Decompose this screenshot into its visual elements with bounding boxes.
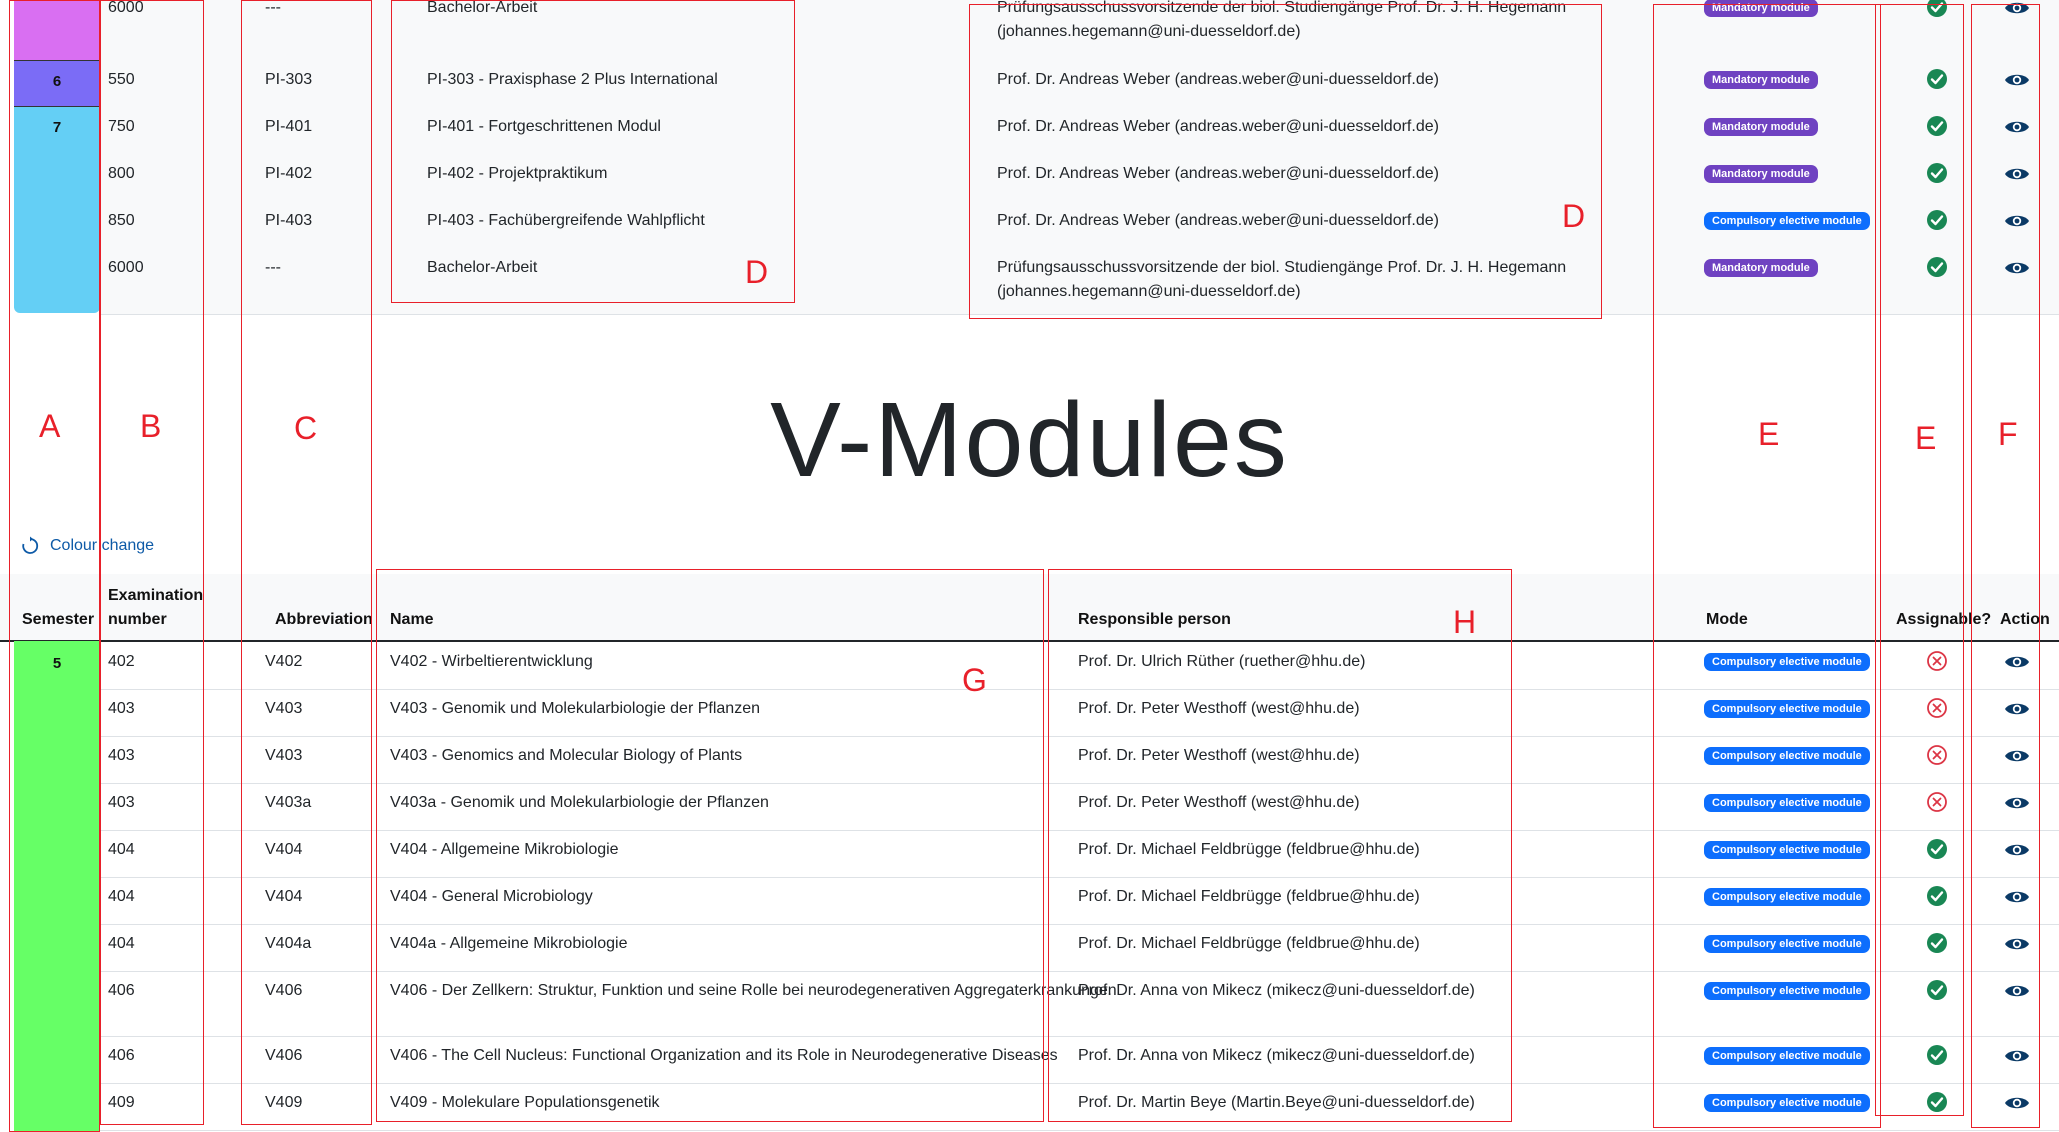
annotation-letter: H — [1453, 604, 1477, 640]
table-row — [100, 689, 2059, 737]
mode-badge: Compulsory elective module — [1704, 747, 1870, 765]
mode-badge: Mandatory module — [1704, 259, 1818, 277]
assignable-check-icon — [1926, 115, 1948, 137]
header-assignable[interactable]: Assignable? — [1896, 611, 1992, 628]
assignable-check-icon — [1926, 68, 1948, 90]
annotation-letter: E — [1758, 416, 1780, 452]
view-eye-icon[interactable] — [2004, 794, 2030, 812]
abbreviation: V403 — [265, 747, 303, 764]
abbreviation: --- — [265, 0, 281, 16]
assignable-check-icon — [1926, 209, 1948, 231]
assignable-check-icon — [1926, 0, 1948, 18]
module-name: PI-402 - Projektpraktikum — [427, 165, 608, 182]
table-row — [100, 924, 2059, 972]
module-name: V404 - General Microbiology — [390, 888, 593, 905]
responsible-person: Prof. Dr. Andreas Weber (andreas.weber@uni-duesseldorf.de) — [997, 212, 1439, 229]
abbreviation: V402 — [265, 653, 303, 670]
module-name: PI-303 - Praxisphase 2 Plus International — [427, 71, 718, 88]
table-row — [100, 877, 2059, 925]
table-row — [100, 971, 2059, 1037]
table-row — [100, 60, 2059, 108]
mode-badge: Mandatory module — [1704, 71, 1818, 89]
assignable-check-icon — [1926, 1044, 1948, 1066]
table-row — [100, 0, 2059, 61]
exam-number: 404 — [108, 888, 135, 905]
abbreviation: V404a — [265, 935, 312, 952]
view-eye-icon[interactable] — [2004, 1047, 2030, 1065]
abbreviation: V404 — [265, 888, 303, 905]
exam-number: 403 — [108, 794, 135, 811]
view-eye-icon[interactable] — [2004, 747, 2030, 765]
mode-badge: Compulsory elective module — [1704, 653, 1870, 671]
exam-number: 550 — [108, 71, 135, 88]
semester-label: 7 — [52, 119, 62, 136]
abbreviation: V406 — [265, 1047, 303, 1064]
not-assignable-x-icon — [1926, 791, 1948, 813]
not-assignable-x-icon — [1926, 650, 1948, 672]
abbreviation: PI-303 — [265, 71, 313, 88]
module-name: V403a - Genomik und Molekularbiologie der Pflanzen — [390, 794, 769, 811]
semester-cell — [14, 0, 100, 60]
assignable-check-icon — [1926, 885, 1948, 907]
colour-change-link[interactable] — [20, 536, 154, 556]
annotation-letter: F — [1998, 416, 2018, 452]
header-mode[interactable]: Mode — [1706, 611, 1748, 628]
exam-number: 403 — [108, 747, 135, 764]
table-header — [0, 574, 2059, 642]
view-eye-icon[interactable] — [2004, 700, 2030, 718]
header-exam-line1: Examination — [108, 587, 204, 604]
table-row — [100, 1036, 2059, 1084]
abbreviation: V409 — [265, 1094, 303, 1111]
semester-cell — [14, 60, 100, 107]
module-name: V404a - Allgemeine Mikrobiologie — [390, 935, 628, 952]
mode-badge: Compulsory elective module — [1704, 212, 1870, 230]
exam-number: 406 — [108, 1047, 135, 1064]
abbreviation: V403a — [265, 794, 312, 811]
view-eye-icon[interactable] — [2004, 259, 2030, 277]
mode-badge: Compulsory elective module — [1704, 1047, 1870, 1065]
responsible-person: Prof. Dr. Michael Feldbrügge (feldbrue@hhu.de) — [1078, 841, 1420, 858]
assignable-check-icon — [1926, 932, 1948, 954]
semester-cell — [14, 107, 100, 313]
mode-badge: Compulsory elective module — [1704, 1094, 1870, 1112]
header-semester[interactable]: Semester — [22, 611, 95, 628]
responsible-person: Prof. Dr. Ulrich Rüther (ruether@hhu.de) — [1078, 653, 1366, 670]
responsible-person: Prof. Dr. Peter Westhoff (west@hhu.de) — [1078, 700, 1360, 717]
annotation-letter: B — [140, 408, 162, 444]
mode-badge: Compulsory elective module — [1704, 935, 1870, 953]
abbreviation: --- — [265, 259, 281, 276]
exam-number: 404 — [108, 935, 135, 952]
responsible-person: Prof. Dr. Peter Westhoff (west@hhu.de) — [1078, 747, 1360, 764]
header-action[interactable]: Action — [2000, 611, 2050, 628]
annotation-letter: D — [1562, 198, 1586, 234]
table-row — [100, 736, 2059, 784]
header-exam-line2: number — [108, 611, 167, 628]
abbreviation: PI-403 — [265, 212, 313, 229]
exam-number: 406 — [108, 982, 135, 999]
mode-badge: Mandatory module — [1704, 0, 1818, 17]
responsible-person: Prof. Dr. Michael Feldbrügge (feldbrue@hhu.de) — [1078, 935, 1420, 952]
exam-number: 404 — [108, 841, 135, 858]
exam-number: 750 — [108, 118, 135, 135]
not-assignable-x-icon — [1926, 744, 1948, 766]
assignable-check-icon — [1926, 1091, 1948, 1113]
view-eye-icon[interactable] — [2004, 0, 2030, 17]
abbreviation: V404 — [265, 841, 303, 858]
table-row — [100, 642, 2059, 690]
responsible-person: Prof. Dr. Anna von Mikecz (mikecz@uni-duesseldorf.de) — [1078, 982, 1475, 999]
annotation-letter: C — [294, 410, 318, 446]
mode-badge: Compulsory elective module — [1704, 700, 1870, 718]
annotation-letter: G — [962, 662, 987, 698]
view-eye-icon[interactable] — [2004, 165, 2030, 183]
responsible-person: Prof. Dr. Andreas Weber (andreas.weber@uni-duesseldorf.de) — [997, 118, 1439, 135]
responsible-person: Prof. Dr. Andreas Weber (andreas.weber@uni-duesseldorf.de) — [997, 71, 1439, 88]
view-eye-icon[interactable] — [2004, 888, 2030, 906]
table-row — [100, 783, 2059, 831]
page-title: V-Modules — [770, 381, 1289, 499]
module-name: V406 - The Cell Nucleus: Functional Organization and its Role in Neurodegenerative Diseases — [390, 1047, 1058, 1064]
module-name: PI-403 - Fachübergreifende Wahlpflicht — [427, 212, 705, 229]
view-eye-icon[interactable] — [2004, 841, 2030, 859]
exam-number: 800 — [108, 165, 135, 182]
module-name: Bachelor-Arbeit — [427, 259, 538, 276]
responsible-person: Prof. Dr. Michael Feldbrügge (feldbrue@hhu.de) — [1078, 888, 1420, 905]
table-row — [100, 154, 2059, 202]
abbreviation: PI-402 — [265, 165, 313, 182]
exam-number: 409 — [108, 1094, 135, 1111]
table-row — [100, 107, 2059, 155]
table-row — [100, 830, 2059, 878]
module-name: PI-401 - Fortgeschrittenen Modul — [427, 118, 661, 135]
responsible-person: Prof. Dr. Martin Beye (Martin.Beye@uni-duesseldorf.de) — [1078, 1094, 1475, 1111]
mode-badge: Mandatory module — [1704, 165, 1818, 183]
mode-badge: Compulsory elective module — [1704, 841, 1870, 859]
exam-number: 6000 — [108, 259, 144, 276]
mode-badge: Compulsory elective module — [1704, 982, 1870, 1000]
view-eye-icon[interactable] — [2004, 71, 2030, 89]
exam-number: 6000 — [108, 0, 144, 16]
view-eye-icon[interactable] — [2004, 982, 2030, 1000]
view-eye-icon[interactable] — [2004, 118, 2030, 136]
abbreviation: V403 — [265, 700, 303, 717]
annotation-letter: E — [1915, 420, 1937, 456]
assignable-check-icon — [1926, 838, 1948, 860]
responsible-person: Prof. Dr. Peter Westhoff (west@hhu.de) — [1078, 794, 1360, 811]
header-responsible-person[interactable]: Responsible person — [1078, 611, 1231, 628]
annotation-letter: D — [745, 254, 769, 290]
module-name: V409 - Molekulare Populationsgenetik — [390, 1094, 660, 1111]
abbreviation: PI-401 — [265, 118, 313, 135]
colour-change-label: Colour change — [50, 537, 155, 554]
responsible-person: Prüfungsausschussvorsitzende der biol. Studiengänge Prof. Dr. J. H. Hegemann (johannes.hegemann@uni-duesseldorf.de) — [997, 0, 1567, 40]
responsible-person: Prof. Dr. Anna von Mikecz (mikecz@uni-duesseldorf.de) — [1078, 1047, 1475, 1064]
module-name: V403 - Genomics and Molecular Biology of Plants — [390, 747, 743, 764]
exam-number: 403 — [108, 700, 135, 717]
mode-badge: Mandatory module — [1704, 118, 1818, 136]
table-row — [100, 248, 2059, 315]
assignable-check-icon — [1926, 162, 1948, 184]
header-name[interactable]: Name — [390, 611, 434, 628]
header-abbreviation[interactable]: Abbreviation — [275, 611, 373, 628]
mode-badge: Compulsory elective module — [1704, 888, 1870, 906]
responsible-person: Prüfungsausschussvorsitzende der biol. Studiengänge Prof. Dr. J. H. Hegemann (johannes.hegemann@uni-duesseldorf.de) — [997, 259, 1567, 300]
view-eye-icon[interactable] — [2004, 653, 2030, 671]
semester-label: 5 — [52, 655, 62, 672]
module-name: V403 - Genomik und Molekularbiologie der Pflanzen — [390, 700, 760, 717]
view-eye-icon[interactable] — [2004, 935, 2030, 953]
refresh-icon — [20, 536, 40, 556]
view-eye-icon[interactable] — [2004, 1094, 2030, 1112]
assignable-check-icon — [1926, 979, 1948, 1001]
assignable-check-icon — [1926, 256, 1948, 278]
exam-number: 402 — [108, 653, 135, 670]
responsible-person: Prof. Dr. Andreas Weber (andreas.weber@uni-duesseldorf.de) — [997, 165, 1439, 182]
module-name: V404 - Allgemeine Mikrobiologie — [390, 841, 619, 858]
abbreviation: V406 — [265, 982, 303, 999]
semester-label: 6 — [52, 73, 62, 90]
module-name: V402 - Wirbeltierentwicklung — [390, 653, 593, 670]
not-assignable-x-icon — [1926, 697, 1948, 719]
mode-badge: Compulsory elective module — [1704, 794, 1870, 812]
view-eye-icon[interactable] — [2004, 212, 2030, 230]
exam-number: 850 — [108, 212, 135, 229]
module-name: Bachelor-Arbeit — [427, 0, 538, 16]
table-row — [100, 201, 2059, 249]
table-row — [100, 1083, 2059, 1131]
semester-cell-5 — [14, 641, 100, 1132]
module-name: V406 - Der Zellkern: Struktur, Funktion und seine Rolle bei neurodegenerativen Aggregaterkrankungen — [390, 982, 1117, 999]
header-examination-number[interactable] — [108, 584, 203, 632]
annotation-letter: A — [39, 408, 61, 444]
